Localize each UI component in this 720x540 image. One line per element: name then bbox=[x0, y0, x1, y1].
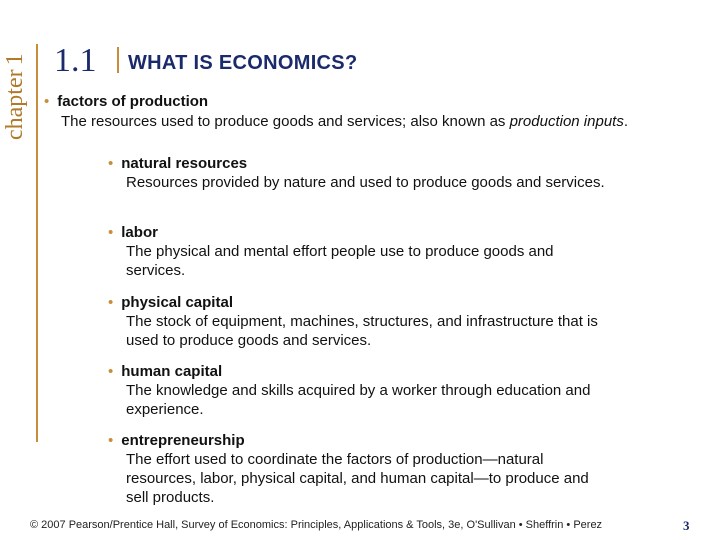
bullet-dot: • bbox=[108, 294, 114, 311]
factor-definition: The stock of equipment, machines, structures, and infrastructure that is used to produce goods and services. bbox=[126, 313, 598, 349]
main-term: factors of production bbox=[57, 93, 209, 110]
bullet-dot: • bbox=[44, 93, 50, 110]
factor-item bbox=[108, 431, 608, 507]
factor-definition: The effort used to coordinate the factors of production—natural resources, labor, physical capital, and human capital—to produce and sell products. bbox=[126, 451, 589, 506]
main-definition-text: The resources used to produce goods and services; also known as bbox=[61, 113, 510, 130]
main-definition bbox=[44, 112, 704, 132]
factor-definition: The physical and mental effort people use to produce goods and services. bbox=[126, 243, 554, 279]
chapter-rule bbox=[36, 44, 38, 442]
factor-term: labor bbox=[121, 224, 158, 241]
bullet-dot: • bbox=[108, 155, 114, 172]
bullet-dot: • bbox=[108, 224, 114, 241]
factor-term: physical capital bbox=[121, 294, 233, 311]
chapter-number: 1 bbox=[2, 53, 28, 66]
section-number: 1.1 bbox=[54, 42, 97, 79]
bullet-dot: • bbox=[108, 432, 114, 449]
factor-definition: Resources provided by nature and used to produce goods and services. bbox=[126, 174, 605, 191]
page-title: WHAT IS ECONOMICS? bbox=[128, 52, 358, 74]
main-definition-emphasis: production inputs bbox=[509, 113, 624, 130]
bullet-dot: • bbox=[108, 363, 114, 380]
factor-item bbox=[108, 154, 608, 192]
chapter-label bbox=[0, 53, 30, 140]
factor-term: entrepreneurship bbox=[121, 432, 245, 449]
copyright-footer: © 2007 Pearson/Prentice Hall, Survey of Economics: Principles, Applications & Tools, 3e, O'Sullivan • Sheffrin • Perez bbox=[30, 519, 603, 531]
factor-definition: The knowledge and skills acquired by a worker through education and experience. bbox=[126, 382, 591, 418]
header-divider bbox=[117, 47, 119, 73]
page-number: 3 bbox=[683, 518, 690, 533]
main-definition-end: . bbox=[623, 113, 629, 130]
factor-item bbox=[108, 362, 608, 419]
factor-term: human capital bbox=[121, 363, 223, 380]
factor-item bbox=[108, 293, 608, 350]
main-bullet bbox=[44, 92, 704, 132]
factor-term: natural resources bbox=[121, 155, 248, 172]
chapter-word: chapter bbox=[2, 69, 28, 140]
factor-item bbox=[108, 223, 608, 280]
